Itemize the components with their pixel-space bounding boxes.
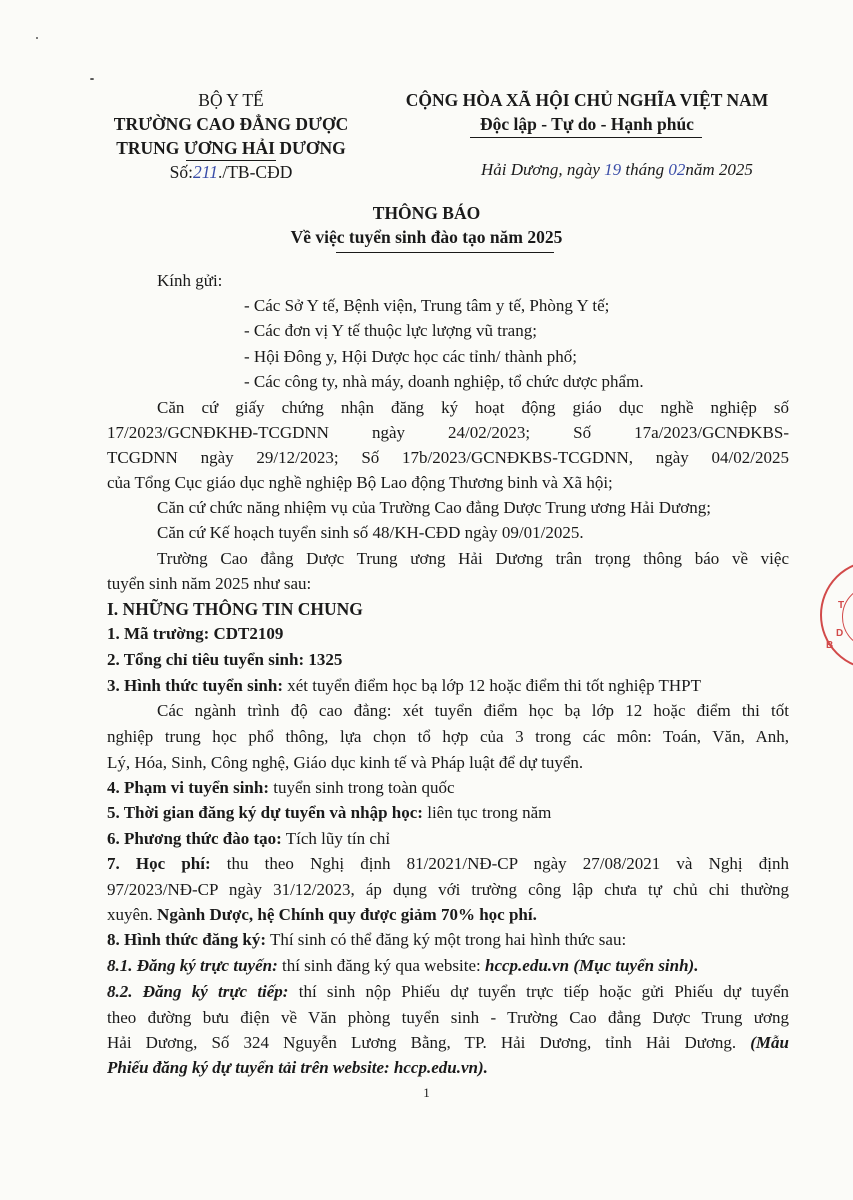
- admission-method-detail: nghiệp trung học phổ thông, lựa chọn tổ hợp của 3 trong các môn: Toán, Văn, Anh,: [107, 727, 789, 746]
- admission-method-detail: Lý, Hóa, Sinh, Công nghệ, Giáo dục kinh tế và Pháp luật để dự tuyển.: [107, 753, 584, 772]
- tuition-fee: xuyên. Ngành Dược, hệ Chính quy được giảm 70% học phí.: [107, 905, 537, 924]
- school-code: 1. Mã trường: CDT2109: [107, 624, 284, 643]
- direct-registration: 8.2. Đăng ký trực tiếp: thí sinh nộp Phiếu dự tuyển trực tiếp hoặc gửi Phiếu dự tuyển: [107, 982, 790, 1001]
- tuition-fee: 7. Học phí: thu theo Nghị định 81/2021/NĐ-CP ngày 27/08/2021 và Nghị định: [107, 854, 789, 873]
- admission-method: 3. Hình thức tuyển sinh: xét tuyển điểm học bạ lớp 12 hoặc điểm thi tốt nghiệp THPT: [107, 676, 702, 695]
- recipient-item: - Các Sở Y tế, Bệnh viện, Trung tâm y tế, Phòng Y tế;: [244, 296, 610, 315]
- recipient-item: - Các công ty, nhà máy, doanh nghiệp, tổ chức dược phẩm.: [244, 372, 644, 391]
- basis-paragraph-1: 17/2023/GCNĐKHĐ-TCGDNN ngày 24/02/2023; Số 17a/2023/GCNĐKBS-: [107, 423, 789, 442]
- school-name-line2: TRUNG ƯƠNG HẢI DƯƠNG: [116, 138, 346, 158]
- tuition-fee: 97/2023/NĐ-CP ngày 31/12/2023, áp dụng với trường công lập chưa tự chủ chi thường: [107, 880, 789, 899]
- registration-forms: 8. Hình thức đăng ký: Thí sinh có thể đăng ký một trong hai hình thức sau:: [107, 930, 627, 949]
- official-stamp-mark: D: [836, 628, 844, 639]
- nation-motto: Độc lập - Tự do - Hạnh phúc: [480, 114, 694, 134]
- issue-date: Hải Dương, ngày 19 tháng 02năm 2025: [481, 160, 753, 179]
- official-stamp-mark: T: [838, 600, 845, 611]
- issuer-block: [100, 88, 362, 184]
- basis-paragraph-1: TCGDNN ngày 29/12/2023; Số 17b/2023/GCNĐKBS-TCGDNN, ngày 04/02/2025: [107, 448, 789, 467]
- direct-registration: Hải Dương, Số 324 Nguyễn Lương Bằng, TP. Hải Dương, tỉnh Hải Dương. (Mẫu: [107, 1033, 789, 1052]
- document-number: Số:211./TB-CĐD: [169, 162, 293, 182]
- date-month-handwritten: 02: [668, 160, 686, 179]
- direct-registration: Phiếu đăng ký dự tuyển tải trên website: hccp.edu.vn).: [107, 1058, 488, 1077]
- registration-period: 5. Thời gian đăng ký dự tuyển và nhập học: liên tục trong năm: [107, 803, 552, 822]
- scan-speck: [90, 78, 94, 80]
- nation-title: CỘNG HÒA XÃ HỘI CHỦ NGHĨA VIỆT NAM: [405, 90, 769, 110]
- total-quota: 2. Tổng chỉ tiêu tuyển sinh: 1325: [107, 650, 343, 669]
- date-day-handwritten: 19: [604, 160, 622, 179]
- admission-method-detail: Các ngành trình độ cao đẳng: xét tuyển điểm học bạ lớp 12 hoặc điểm thi tốt: [157, 701, 789, 720]
- training-method: 6. Phương thức đào tạo: Tích lũy tín chỉ: [107, 829, 391, 848]
- intro-paragraph: tuyển sinh năm 2025 như sau:: [107, 574, 312, 593]
- section-heading: I. NHỮNG THÔNG TIN CHUNG: [107, 599, 363, 619]
- basis-paragraph-2: Căn cứ chức năng nhiệm vụ của Trường Cao đẳng Dược Trung ương Hải Dương;: [157, 498, 711, 517]
- issuer-underline: [186, 160, 276, 161]
- document-subtitle: Về việc tuyển sinh đào tạo năm 2025: [290, 227, 563, 247]
- tuition-discount: Ngành Dược, hệ Chính quy được giảm 70% học phí.: [157, 905, 537, 924]
- motto-underline: [470, 137, 702, 138]
- direct-registration: theo đường bưu điện về Văn phòng tuyển sinh - Trường Cao đẳng Dược Trung ương: [107, 1008, 789, 1027]
- page-number: 1: [423, 1085, 430, 1100]
- recipient-item: - Hội Đông y, Hội Dược học các tỉnh/ thành phố;: [244, 347, 577, 366]
- official-stamp-mark: B: [826, 640, 834, 651]
- website-link[interactable]: hccp.edu.vn: [485, 956, 570, 975]
- basis-paragraph-3: Căn cứ Kế hoạch tuyển sinh số 48/KH-CĐD ngày 09/01/2025.: [157, 523, 584, 542]
- recipient-item: - Các đơn vị Y tế thuộc lực lượng vũ trang;: [244, 321, 537, 340]
- school-name-line1: TRƯỜNG CAO ĐẲNG DƯỢC: [113, 114, 349, 134]
- scan-speck: [36, 37, 38, 39]
- subtitle-underline: [336, 252, 554, 253]
- admission-scope: 4. Phạm vi tuyển sinh: tuyển sinh trong toàn quốc: [107, 778, 455, 797]
- ministry-name: BỘ Y TẾ: [198, 90, 264, 110]
- basis-paragraph-1: Căn cứ giấy chứng nhận đăng ký hoạt động giáo dục nghề nghiệp số: [157, 398, 789, 417]
- nation-block: [372, 88, 802, 136]
- document-number-handwritten: 211: [193, 162, 218, 182]
- recipients-greeting: Kính gửi:: [157, 271, 223, 290]
- intro-paragraph: Trường Cao đẳng Dược Trung ương Hải Dương trân trọng thông báo về việc: [157, 549, 789, 568]
- online-registration: 8.1. Đăng ký trực tuyến: thí sinh đăng ký qua website: hccp.edu.vn (Mục tuyển sinh).: [107, 956, 699, 975]
- document-title: THÔNG BÁO: [372, 203, 481, 223]
- basis-paragraph-1: của Tổng Cục giáo dục nghề nghiệp Bộ Lao động Thương binh và Xã hội;: [107, 473, 613, 492]
